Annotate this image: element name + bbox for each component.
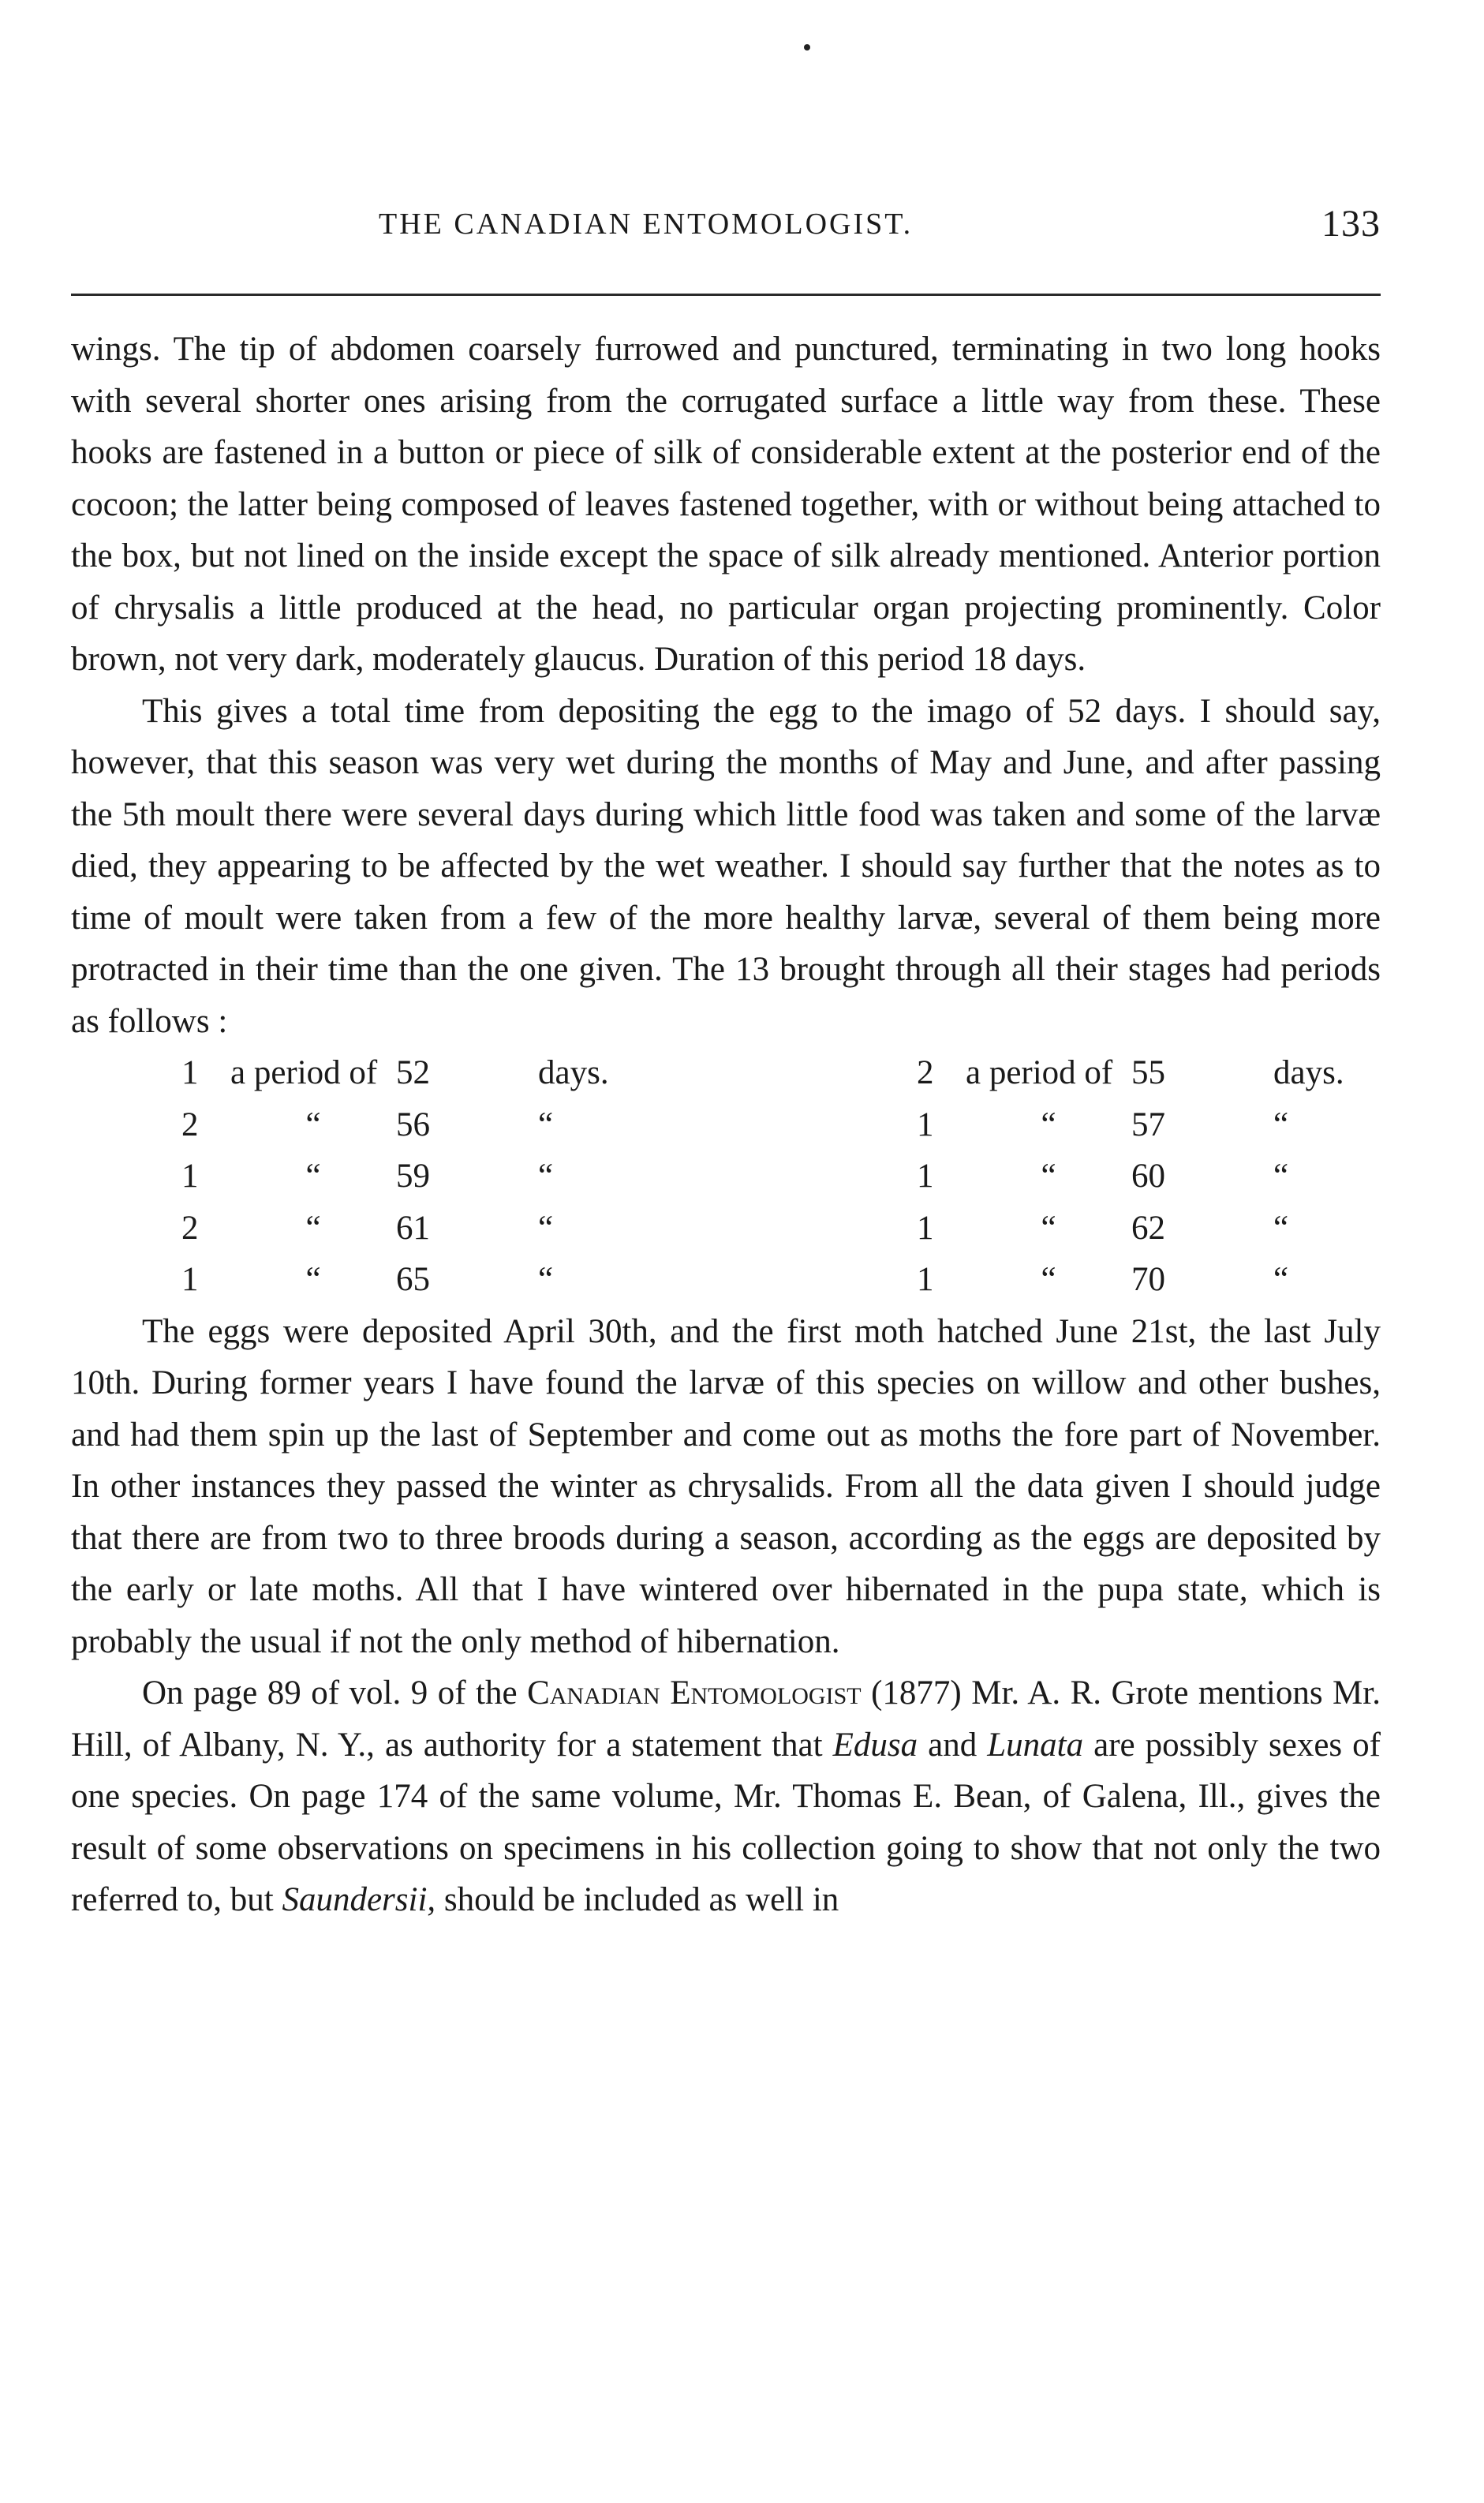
paragraph-4-text: On page 89 of vol. 9 of the (142, 1674, 528, 1712)
running-head (71, 203, 1381, 254)
period-value: 59 (396, 1158, 430, 1195)
period-value: 52 (396, 1054, 430, 1091)
ditto-mark: “ (1273, 1106, 1289, 1143)
paragraph-4-text: and (918, 1726, 988, 1764)
journal-name: Canadian Entomologist (527, 1674, 862, 1712)
period-count: 1 (181, 1054, 199, 1091)
periods-table (71, 1047, 1344, 1306)
period-value: 70 (1131, 1261, 1165, 1298)
ditto-mark: “ (305, 1261, 321, 1298)
period-count: 1 (917, 1261, 934, 1298)
paragraph-4 (71, 1667, 1381, 1926)
ditto-mark: “ (538, 1261, 554, 1298)
period-count: 2 (181, 1106, 199, 1143)
ditto-mark: “ (1273, 1261, 1289, 1298)
ditto-mark: “ (1273, 1158, 1289, 1195)
species-name: Lunata (987, 1726, 1084, 1764)
ditto-mark: “ (305, 1158, 321, 1195)
paragraph-4-text: are possibly sexes of one species. On page 174 of the same volume, Mr. Thomas E. Bean, of Galena, Ill., gives the result of some observations on specimens in his collection going to show that not only the two referred to, but (71, 1726, 1381, 1918)
period-count: 1 (181, 1261, 199, 1298)
page-number: 133 (1321, 203, 1381, 245)
header-rule (71, 294, 1381, 296)
ditto-mark: “ (305, 1106, 321, 1143)
period-count: 2 (181, 1209, 199, 1247)
paragraph-1: wings. The tip of abdomen coarsely furrowed and punctured, terminating in two long hooks with several shorter ones arising from the corrugated surface a little way from these. These hooks are fastened in a button or piece of silk of considerable extent at the posterior end of the cocoon; the latter being composed of leaves fastened together, with or without being attached to the box, but not lined on the inside except the space of silk already mentioned. Anterior portion of chrysalis a little produced at the head, no particular organ projecting prominently. Color brown, not very dark, moderately glaucus. Duration of this period 18 days. (71, 331, 1381, 678)
table-row (71, 1047, 1344, 1099)
period-unit: days. (538, 1054, 609, 1091)
table-row (71, 1254, 1344, 1306)
ditto-mark: “ (1041, 1106, 1056, 1143)
body-text (71, 324, 1381, 1926)
paragraph-4-text: (1877) Mr. A. R. Grote mentions Mr. Hill, of Albany, N. Y., as authority for a statement that (71, 1674, 1381, 1764)
period-value: 56 (396, 1106, 430, 1143)
ditto-mark: “ (538, 1106, 554, 1143)
ditto-mark: “ (538, 1158, 554, 1195)
period-count: 1 (181, 1158, 199, 1195)
period-value: 57 (1131, 1106, 1165, 1143)
running-title: THE CANADIAN ENTOMOLOGIST. (379, 208, 914, 241)
ditto-mark: “ (1041, 1209, 1056, 1247)
paragraph-3: The eggs were deposited April 30th, and the first moth hatched June 21st, the last July 10th. During former years I have found the larvæ of this species on willow and other bushes, and had them spin up the last of September and come out as moths the fore part of November. In other instances they passed the winter as chrysalids. From all the data given I should judge that there are from two to three broods during a season, according as the eggs are deposited by the early or late moths. All that I have wintered over hibernated in the pupa state, which is probably the usual if not the only method of hibernation. (71, 1312, 1381, 1660)
species-name: Saundersii, (282, 1881, 436, 1918)
table-row (71, 1150, 1344, 1203)
period-label: a period of (966, 1054, 1113, 1091)
period-value: 65 (396, 1261, 430, 1298)
period-unit: days. (1273, 1054, 1344, 1091)
period-count: 1 (917, 1209, 934, 1247)
document-page (71, 0, 1381, 2503)
paragraph-4-text: should be included as well in (435, 1881, 839, 1918)
paragraph-2: This gives a total time from depositing the egg to the imago of 52 days. I should say, however, that this season was very wet during the months of May and June, and after passing the 5th moult there were several days during which little food was taken and some of the larvæ died, they appearing to be affected by the wet weather. I should say further that the notes as to time of moult were taken from a few of the more healthy larvæ, several of them being more protracted in their time than the one given. The 13 brought through all their stages had periods as follows : (71, 692, 1381, 1040)
period-label: a period of (230, 1054, 378, 1091)
period-value: 60 (1131, 1158, 1165, 1195)
ditto-mark: “ (1041, 1261, 1056, 1298)
species-name: Edusa (832, 1726, 918, 1764)
ink-speck (804, 44, 810, 51)
period-value: 61 (396, 1209, 430, 1247)
ditto-mark: “ (1273, 1209, 1289, 1247)
table-row (71, 1099, 1344, 1151)
period-count: 1 (917, 1106, 934, 1143)
ditto-mark: “ (538, 1209, 554, 1247)
ditto-mark: “ (1041, 1158, 1056, 1195)
ditto-mark: “ (305, 1209, 321, 1247)
period-count: 1 (917, 1158, 934, 1195)
table-row (71, 1203, 1344, 1255)
period-value: 55 (1131, 1054, 1165, 1091)
period-count: 2 (917, 1054, 934, 1091)
period-value: 62 (1131, 1209, 1165, 1247)
